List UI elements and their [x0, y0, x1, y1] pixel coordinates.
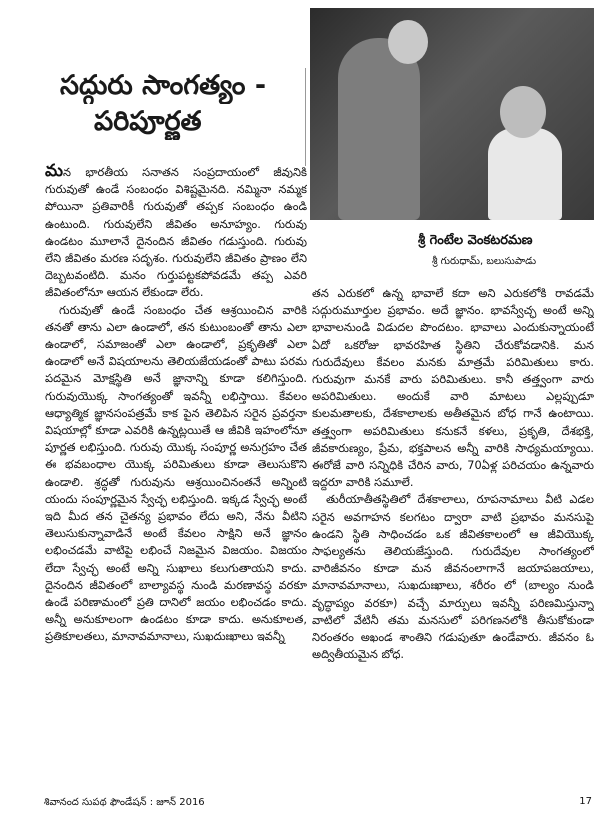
- photo-caption-author: శ్రీ గెంటేల వెంకటరమణ: [418, 233, 533, 248]
- article-photo: [310, 8, 594, 220]
- title-line-1: సద్గురు సాంగత్యం -: [60, 70, 267, 101]
- photo-figure-devotee: [488, 128, 562, 220]
- title-line-2: పరిపూర్ణత: [94, 106, 202, 137]
- paragraph-text: న భారతీయ సనాతన సంప్రదాయంలో జీవునికి గురువుతో ఉండే సంబంధం విశిష్టమైనది. నమ్మినా నమ్మక పోయినా ప్రతివారికీ గురువుతో తప్పక సంబంధం ఉండి ఉంటుంది. గురువులేని జీవితం అనూహ్యం. గురువు ఉండటం మూలానే దైనందిన జీవితం గడుస్తుంది. గురువు లేని జీవితం మరణ సదృశం. గురువులేని జీవితం ప్రాణం లేని దెబ్బటవంటిది. మనం గుర్తుపట్టకపోవడమే తప్ప ఎవరి జీవితంలోనూ ఆయన లేకుండా లేరు.: [45, 165, 307, 300]
- article-column-right: [312, 285, 594, 780]
- paragraph: గురువుతో ఉండే సంబంధం చేత ఆశ్రయించిన వారికి తనతో తాను ఎలా ఉండాలో, తన కుటుంబంతో తాను ఎలా ఉండాలో, సమాజంతో ఎలా ఉండాలో, ప్రకృతితో ఎలా ఉండాలో అనే విషయాలను తెలియజేయడంతో పాటు పరమ పదమైన మోక్షస్థితి అనే జ్ఞానాన్ని కూడా కలిగిస్తుంది. గురువుయొక్క సాంగత్యంతో ఇవన్నీ లభిస్తాయి. కేవలం ఆధ్యాత్మిక జ్ఞానసంపత్రమే కాక పైన తెలిపిన సరైన ప్రవర్తనా విషయాల్లో కూడా ఎవరికి ఉన్నట్లయితే ఆ జీవికి ఇహంలోనూ పూర్ణత లభిస్తుంది. గురువు యొక్క సంపూర్ణ అనుగ్రహం చేత ఈ భవబంధాల యొక్క పరిమితులు కూడా తెలుసుకొని ఉండాలి. శ్రద్ధతో గురువును ఆశ్రయించినంతనే అన్నింటి యందు సంపూర్ణమైన స్వేచ్ఛ లభిస్తుంది. ఇక్కడ స్వేచ్ఛ అంటే ఇది మీద తన చైతన్య ప్రభావం లేదు అని, నేను వీటిని తెలుసుకున్నావాడినే అంటే కేవలం సాక్షిని అనే జ్ఞానం లభించడమే వాటిపై లభించే నిజమైన విజయం. విజయం లేదా స్వేచ్ఛ అంటే అన్ని సుఖాలు కలుగుతాయని కాదు. దైనందిన జీవితంలో బాల్యావస్థ నుండి మరణావస్థ వరకూ ఉండే పరిణామంలో ప్రతి దానిలో జయం లభించడం కాదు. అన్నీ అనుకూలంగా ఉండటం కూడా కాదు. అనుకూలత, ప్రతికూలతలు, మానావమానాలు, సుఖదుఃఖాలు ఇవన్నీ: [45, 302, 307, 644]
- photo-figure-devotee-head: [500, 86, 546, 138]
- paragraph: తన ఎరుకలో ఉన్న భావాలే కదా అని ఎరుకలోకి రావడమే సద్గురుమూర్తుల ప్రభావం. అదే జ్ఞానం. భావస్వేచ్ఛ అంటే అన్ని భావాలనుండి విడుదల పొందటం. భావాలు ఎందుకున్నాయంటే ఏదో ఒకరోజు భావరహిత స్థితిని చేరుకోవడానికి. మన గురుదేవులు కేవలం మనకు మాత్రమే పరిమితులు కారు. గురువుగా మనకే వారు పరిమితులు. కానీ తత్త్వంగా వారు అపరిమితులు. అందుకే వారి మాటలు ఎల్లప్పుడూ కులమతాలకు, దేశకాలాలకు అతీతమైన బోధ గానే ఉంటాయి. తత్త్వంగా అపరిమితులు కనుకనే కళలు, ప్రకృతి, దేశభక్తి, జీవకారుణ్యం, ప్రేమ, భక్తపాలన అన్నీ వారికి సాధ్యమయ్యాయి. ఈరోజే వారి సన్నిధికి చేరిన వారు, 70ఏళ్ల పరిచయం ఉన్నవారు ఇద్దరూ వారికి సమూలే.: [312, 286, 594, 490]
- photo-caption-place: శ్రీ గురుధామ్, బలుసుపాడు: [432, 256, 537, 267]
- paragraph: [45, 163, 307, 302]
- article-title: [60, 68, 306, 166]
- page-number: 17: [579, 796, 592, 807]
- dropcap: మ: [45, 163, 63, 181]
- photo-figure-guru: [338, 38, 420, 220]
- paragraph: తురీయాతీతస్థితిలో దేశకాలాలు, రూపనామాలు వీటి ఎడల సరైన అవగాహన కలగటం ద్వారా వాటి ప్రభావం మనసుపై ఉండని స్థితి సాధించడం ఒక జీవితకాలంలో ఆ జీవియొక్క సాఫల్యతను తెలియజేస్తుంది. గురుదేవుల సాంగత్యంలో వారిజీవనం కూడా మన జీవనంలాగానే జయాపజయాలు, మానావమానాలు, సుఖదుఃఖాలు, శరీరం లో (బాల్యం నుండి వృద్ధాప్యం వరకూ) వచ్చే మార్పులు ఇవన్నీ పరిణమిస్తున్నా వాటిలో వేటినీ తమ మనసులో పరిగణనలోకి తీసుకోకుండా నిరంతరం అఖండ శాంతిని గడుపుతూ ఉండేవారు. జీవనం ఓ అద్వితీయమైన బోధ.: [312, 492, 594, 662]
- article-column-left: [45, 163, 307, 778]
- footer-publication: శివానంద సుపథ ఫౌండేషన్ : జూన్ 2016: [44, 797, 205, 808]
- photo-figure-guru-head: [388, 20, 428, 64]
